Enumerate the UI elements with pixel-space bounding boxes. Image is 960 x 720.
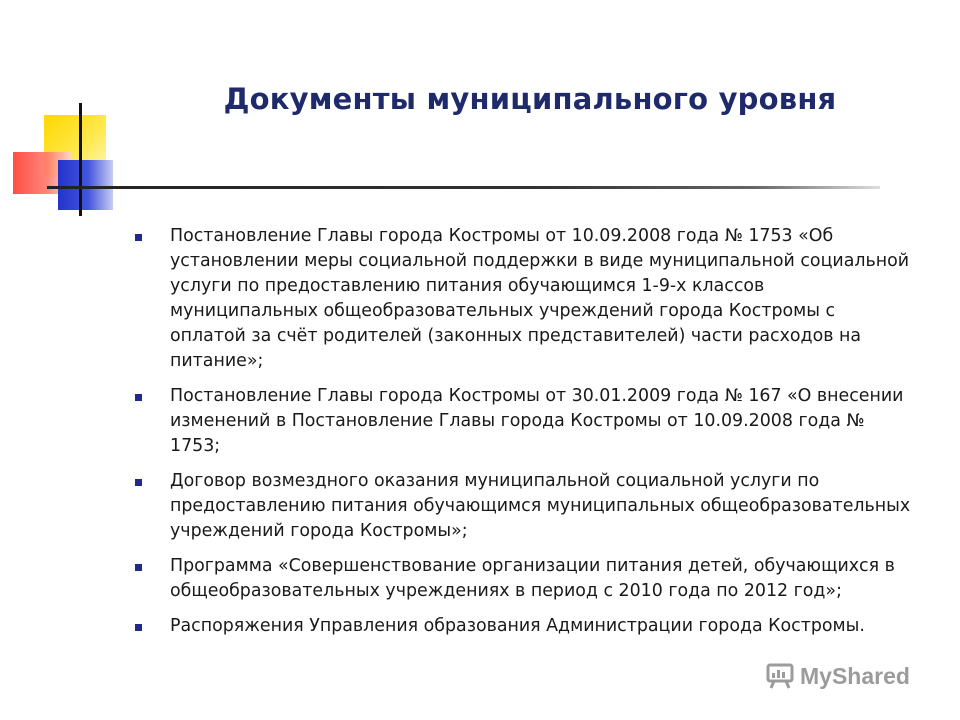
list-item xyxy=(132,614,912,639)
document-list xyxy=(132,224,912,649)
list-item-text: Постановление Главы города Костромы от 10.09.2008 года № 1753 «Об установлении меры социальной поддержки в виде муниципальной социальной услуги по предоставлению питания обучающимся 1-9-х классов муниципальных общеобразовательных учреждений города Костромы с оплатой за счёт родителей (законных представителей) части расходов на питание»; xyxy=(170,226,910,371)
decor-vertical-line xyxy=(79,103,82,216)
presentation-board-icon xyxy=(766,663,794,689)
list-item xyxy=(132,554,912,604)
title-underline xyxy=(47,186,880,189)
bullet-square-icon xyxy=(135,479,142,486)
decor-blue-square xyxy=(58,160,113,210)
list-item xyxy=(132,384,912,459)
list-item-text: Распоряжения Управления образования Администрации города Костромы. xyxy=(170,616,865,636)
bullet-square-icon xyxy=(135,394,142,401)
list-item xyxy=(132,469,912,544)
bullet-square-icon xyxy=(135,234,142,241)
bullet-square-icon xyxy=(135,564,142,571)
slide-title: Документы муниципального уровня xyxy=(223,82,837,116)
bullet-square-icon xyxy=(135,624,142,631)
watermark-text: MyShared xyxy=(800,662,910,689)
watermark-logo[interactable] xyxy=(766,654,936,698)
list-item-text: Постановление Главы города Костромы от 30.01.2009 года № 167 «О внесении изменений в Постановление Главы города Костромы от 10.09.2008 года № 1753; xyxy=(170,386,904,456)
list-item-text: Договор возмездного оказания муниципальной социальной услуги по предоставлению питания обучающимся муниципальных общеобразовательных учреждений города Костромы»; xyxy=(170,471,911,541)
list-item xyxy=(132,224,912,374)
list-item-text: Программа «Совершенствование организации питания детей, обучающихся в общеобразовательных учреждениях в период с 2010 года по 2012 год»; xyxy=(170,556,895,601)
